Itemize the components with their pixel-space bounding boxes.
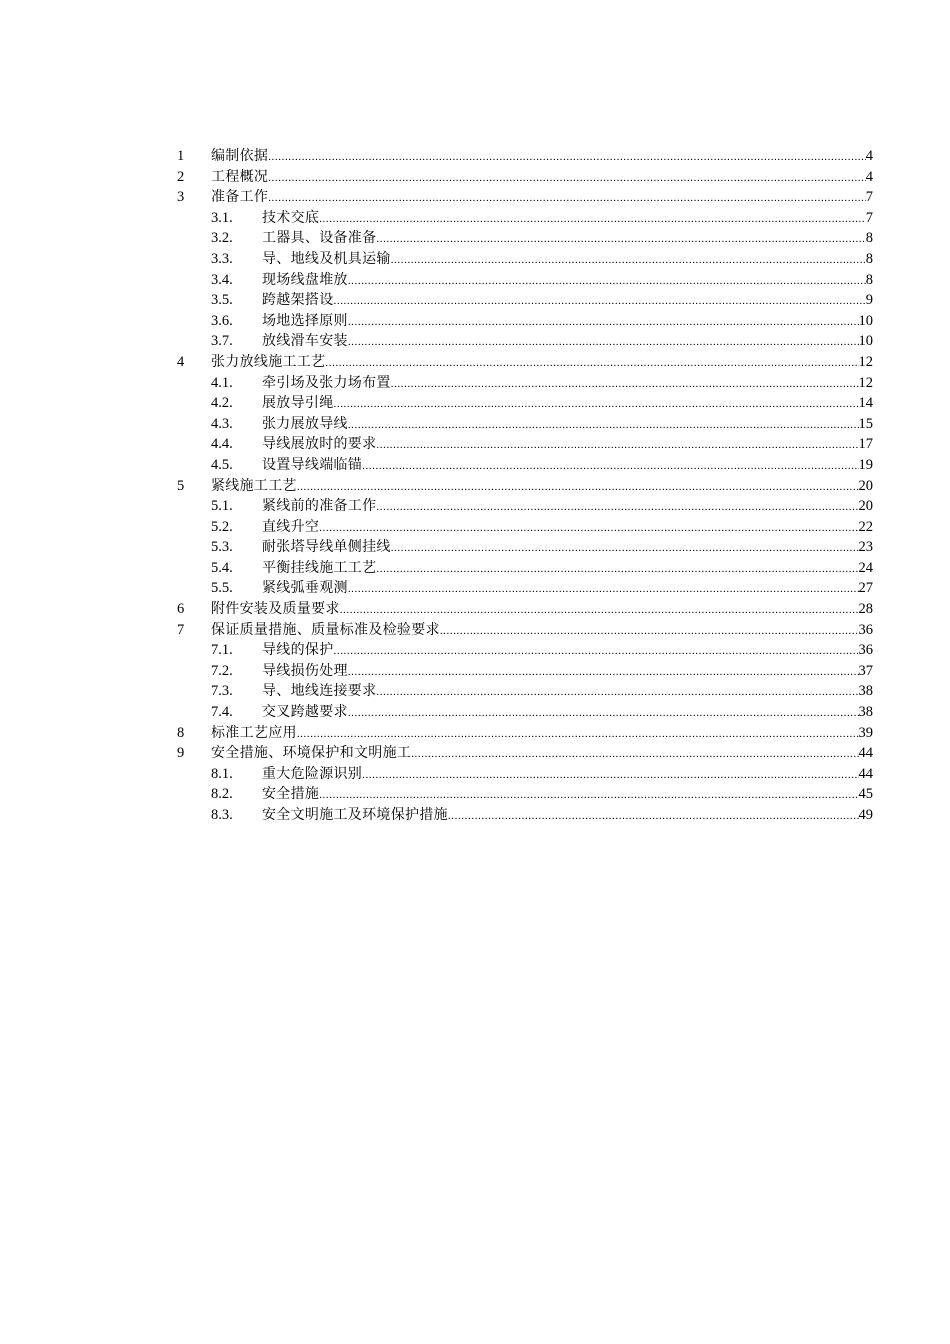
toc-entry-title: 安全措施、环境保护和文明施工 — [211, 745, 412, 762]
toc-entry-number: 3.1. — [211, 209, 233, 226]
toc-entry-page: 10 — [858, 312, 873, 329]
toc-dot-leader — [376, 682, 858, 703]
toc-entry-title: 重大危险源识别 — [262, 765, 363, 782]
toc-entry-4-4[interactable] — [175, 434, 873, 455]
toc-entry-number: 4 — [177, 353, 185, 370]
toc-entry-page: 38 — [858, 683, 873, 700]
toc-entry-page: 7 — [865, 209, 873, 226]
toc-entry-8[interactable] — [175, 723, 873, 744]
toc-entry-title: 准备工作 — [211, 189, 269, 206]
toc-entry-number: 5.1. — [211, 498, 233, 515]
table-of-contents — [175, 146, 873, 826]
toc-dot-leader — [348, 415, 859, 436]
toc-entry-2[interactable] — [175, 167, 873, 188]
toc-dot-leader — [411, 744, 858, 765]
toc-entry-4-5[interactable] — [175, 455, 873, 476]
toc-entry-number: 5.4. — [211, 559, 233, 576]
toc-entry-number: 7.1. — [211, 642, 233, 659]
toc-entry-number: 8.3. — [211, 807, 233, 823]
toc-entry-1[interactable] — [175, 146, 873, 167]
toc-entry-3-6[interactable] — [175, 311, 873, 332]
toc-entry-5-5[interactable] — [175, 578, 873, 599]
toc-entry-number: 3.4. — [211, 271, 233, 288]
toc-entry-4-1[interactable] — [175, 373, 873, 394]
toc-entry-number: 5.5. — [211, 580, 233, 597]
toc-entry-page: 27 — [858, 580, 873, 597]
toc-entry-number: 1 — [177, 148, 185, 164]
toc-entry-title: 放线滑车安装 — [262, 333, 348, 350]
toc-entry-8-1[interactable] — [175, 764, 873, 785]
toc-entry-3[interactable] — [175, 187, 873, 208]
toc-entry-9[interactable] — [175, 743, 873, 764]
toc-entry-title: 张力放线施工工艺 — [211, 353, 326, 370]
toc-entry-number: 4.1. — [211, 374, 233, 391]
toc-entry-page: 14 — [858, 395, 873, 412]
toc-entry-number: 4.3. — [211, 415, 233, 432]
toc-entry-title: 导线展放时的要求 — [262, 436, 377, 453]
toc-entry-page: 4 — [865, 148, 873, 164]
toc-entry-title: 安全措施 — [262, 786, 320, 803]
toc-entry-page: 10 — [858, 333, 873, 350]
toc-entry-title: 导、地线连接要求 — [262, 683, 377, 700]
toc-entry-3-4[interactable] — [175, 270, 873, 291]
toc-entry-5-1[interactable] — [175, 496, 873, 517]
toc-entry-page: 39 — [858, 724, 873, 741]
toc-entry-4-3[interactable] — [175, 414, 873, 435]
toc-entry-page: 44 — [858, 765, 873, 782]
toc-dot-leader — [348, 579, 859, 600]
toc-entry-page: 36 — [858, 621, 873, 638]
toc-entry-page: 15 — [858, 415, 873, 432]
toc-entry-title: 标准工艺应用 — [211, 724, 297, 741]
toc-entry-3-5[interactable] — [175, 290, 873, 311]
toc-entry-title: 紧线弧垂观测 — [262, 580, 348, 597]
toc-entry-number: 6 — [177, 601, 185, 618]
toc-entry-number: 8.2. — [211, 786, 233, 803]
toc-entry-page: 44 — [858, 745, 873, 762]
toc-entry-title: 现场线盘堆放 — [262, 271, 348, 288]
toc-entry-title: 紧线前的准备工作 — [262, 498, 377, 515]
toc-entry-number: 2 — [177, 168, 185, 185]
toc-entry-title: 场地选择原则 — [262, 312, 348, 329]
toc-entry-7[interactable] — [175, 620, 873, 641]
toc-entry-title: 直线升空 — [262, 518, 320, 535]
toc-dot-leader — [391, 538, 859, 559]
toc-entry-number: 9 — [177, 745, 185, 762]
toc-dot-leader — [319, 518, 858, 539]
toc-dot-leader — [297, 724, 859, 745]
toc-entry-number: 3 — [177, 189, 185, 206]
toc-entry-page: 49 — [858, 807, 873, 823]
toc-dot-leader — [376, 435, 858, 456]
toc-dot-leader — [440, 621, 859, 642]
toc-entry-page: 24 — [858, 559, 873, 576]
toc-entry-page: 17 — [858, 436, 873, 453]
toc-dot-leader — [391, 250, 866, 271]
toc-dot-leader — [448, 806, 859, 827]
toc-dot-leader — [376, 559, 858, 580]
toc-dot-leader — [340, 600, 859, 621]
toc-entry-title: 张力展放导线 — [262, 415, 348, 432]
toc-entry-title: 紧线施工工艺 — [211, 477, 297, 494]
toc-entry-page: 45 — [858, 786, 873, 803]
toc-dot-leader — [268, 147, 866, 168]
toc-entry-number: 3.7. — [211, 333, 233, 350]
toc-entry-page: 8 — [865, 230, 873, 247]
toc-entry-title: 保证质量措施、质量标准及检验要求 — [211, 621, 440, 638]
toc-entry-3-2[interactable] — [175, 228, 873, 249]
toc-entry-page: 9 — [865, 292, 873, 309]
toc-dot-leader — [334, 641, 859, 662]
toc-entry-number: 5 — [177, 477, 185, 494]
toc-dot-leader — [348, 271, 866, 292]
toc-dot-leader — [376, 229, 865, 250]
toc-entry-7-4[interactable] — [175, 702, 873, 723]
toc-entry-page: 23 — [858, 539, 873, 556]
toc-entry-title: 工器具、设备准备 — [262, 230, 377, 247]
toc-entry-title: 设置导线端临锚 — [262, 456, 363, 473]
toc-entry-page: 20 — [858, 498, 873, 515]
toc-entry-number: 3.2. — [211, 230, 233, 247]
toc-entry-7-1[interactable] — [175, 640, 873, 661]
toc-dot-leader — [362, 456, 858, 477]
toc-entry-page: 12 — [858, 353, 873, 370]
toc-dot-leader — [319, 785, 858, 806]
toc-dot-leader — [268, 168, 866, 189]
toc-entry-page: 22 — [858, 518, 873, 535]
toc-entry-number: 5.3. — [211, 539, 233, 556]
toc-entry-7-2[interactable] — [175, 661, 873, 682]
toc-dot-leader — [348, 332, 859, 353]
toc-entry-title: 耐张塔导线单侧挂线 — [262, 539, 391, 556]
toc-dot-leader — [334, 291, 866, 312]
toc-entry-page: 37 — [858, 662, 873, 679]
toc-entry-4[interactable] — [175, 352, 873, 373]
toc-entry-title: 牵引场及张力场布置 — [262, 374, 391, 391]
toc-entry-number: 5.2. — [211, 518, 233, 535]
toc-entry-number: 3.5. — [211, 292, 233, 309]
toc-dot-leader — [391, 374, 859, 395]
toc-dot-leader — [362, 765, 858, 786]
toc-dot-leader — [348, 312, 859, 333]
toc-dot-leader — [297, 477, 859, 498]
toc-entry-title: 导线的保护 — [262, 642, 334, 659]
toc-entry-title: 附件安装及质量要求 — [211, 601, 340, 618]
toc-entry-page: 19 — [858, 456, 873, 473]
toc-dot-leader — [348, 662, 859, 683]
toc-entry-5[interactable] — [175, 476, 873, 497]
toc-entry-5-3[interactable] — [175, 537, 873, 558]
toc-entry-page: 8 — [865, 271, 873, 288]
toc-entry-8-3[interactable] — [175, 805, 873, 826]
toc-entry-number: 7.2. — [211, 662, 233, 679]
toc-entry-3-1[interactable] — [175, 208, 873, 229]
toc-dot-leader — [334, 394, 859, 415]
toc-entry-4-2[interactable] — [175, 393, 873, 414]
toc-entry-5-4[interactable] — [175, 558, 873, 579]
toc-entry-number: 8 — [177, 724, 185, 741]
toc-entry-number: 3.6. — [211, 312, 233, 329]
toc-entry-page: 7 — [865, 189, 873, 206]
toc-entry-page: 4 — [865, 168, 873, 185]
toc-dot-leader — [319, 209, 866, 230]
toc-entry-title: 安全文明施工及环境保护措施 — [262, 807, 448, 823]
toc-entry-page: 36 — [858, 642, 873, 659]
toc-entry-page: 8 — [865, 250, 873, 267]
toc-entry-page: 28 — [858, 601, 873, 618]
toc-entry-page: 12 — [858, 374, 873, 391]
toc-entry-page: 20 — [858, 477, 873, 494]
toc-entry-3-7[interactable] — [175, 331, 873, 352]
toc-entry-title: 交叉跨越要求 — [262, 704, 348, 721]
toc-dot-leader — [376, 497, 858, 518]
toc-entry-title: 工程概况 — [211, 168, 269, 185]
toc-entry-title: 展放导引绳 — [262, 395, 334, 412]
toc-entry-number: 7.3. — [211, 683, 233, 700]
toc-entry-number: 8.1. — [211, 765, 233, 782]
toc-dot-leader — [325, 353, 858, 374]
toc-entry-title: 平衡挂线施工工艺 — [262, 559, 377, 576]
toc-entry-8-2[interactable] — [175, 784, 873, 805]
toc-entry-5-2[interactable] — [175, 517, 873, 538]
toc-dot-leader — [268, 188, 866, 209]
toc-entry-number: 4.2. — [211, 395, 233, 412]
toc-entry-title: 导线损伤处理 — [262, 662, 348, 679]
toc-entry-number: 7.4. — [211, 704, 233, 721]
toc-entry-title: 跨越架搭设 — [262, 292, 334, 309]
toc-entry-title: 技术交底 — [262, 209, 320, 226]
toc-entry-3-3[interactable] — [175, 249, 873, 270]
toc-entry-number: 4.5. — [211, 456, 233, 473]
toc-dot-leader — [348, 703, 859, 724]
toc-entry-number: 4.4. — [211, 436, 233, 453]
toc-entry-number: 7 — [177, 621, 185, 638]
toc-entry-7-3[interactable] — [175, 681, 873, 702]
toc-entry-title: 导、地线及机具运输 — [262, 250, 391, 267]
toc-entry-6[interactable] — [175, 599, 873, 620]
toc-entry-title: 编制依据 — [211, 148, 269, 164]
toc-entry-page: 38 — [858, 704, 873, 721]
toc-entry-number: 3.3. — [211, 250, 233, 267]
